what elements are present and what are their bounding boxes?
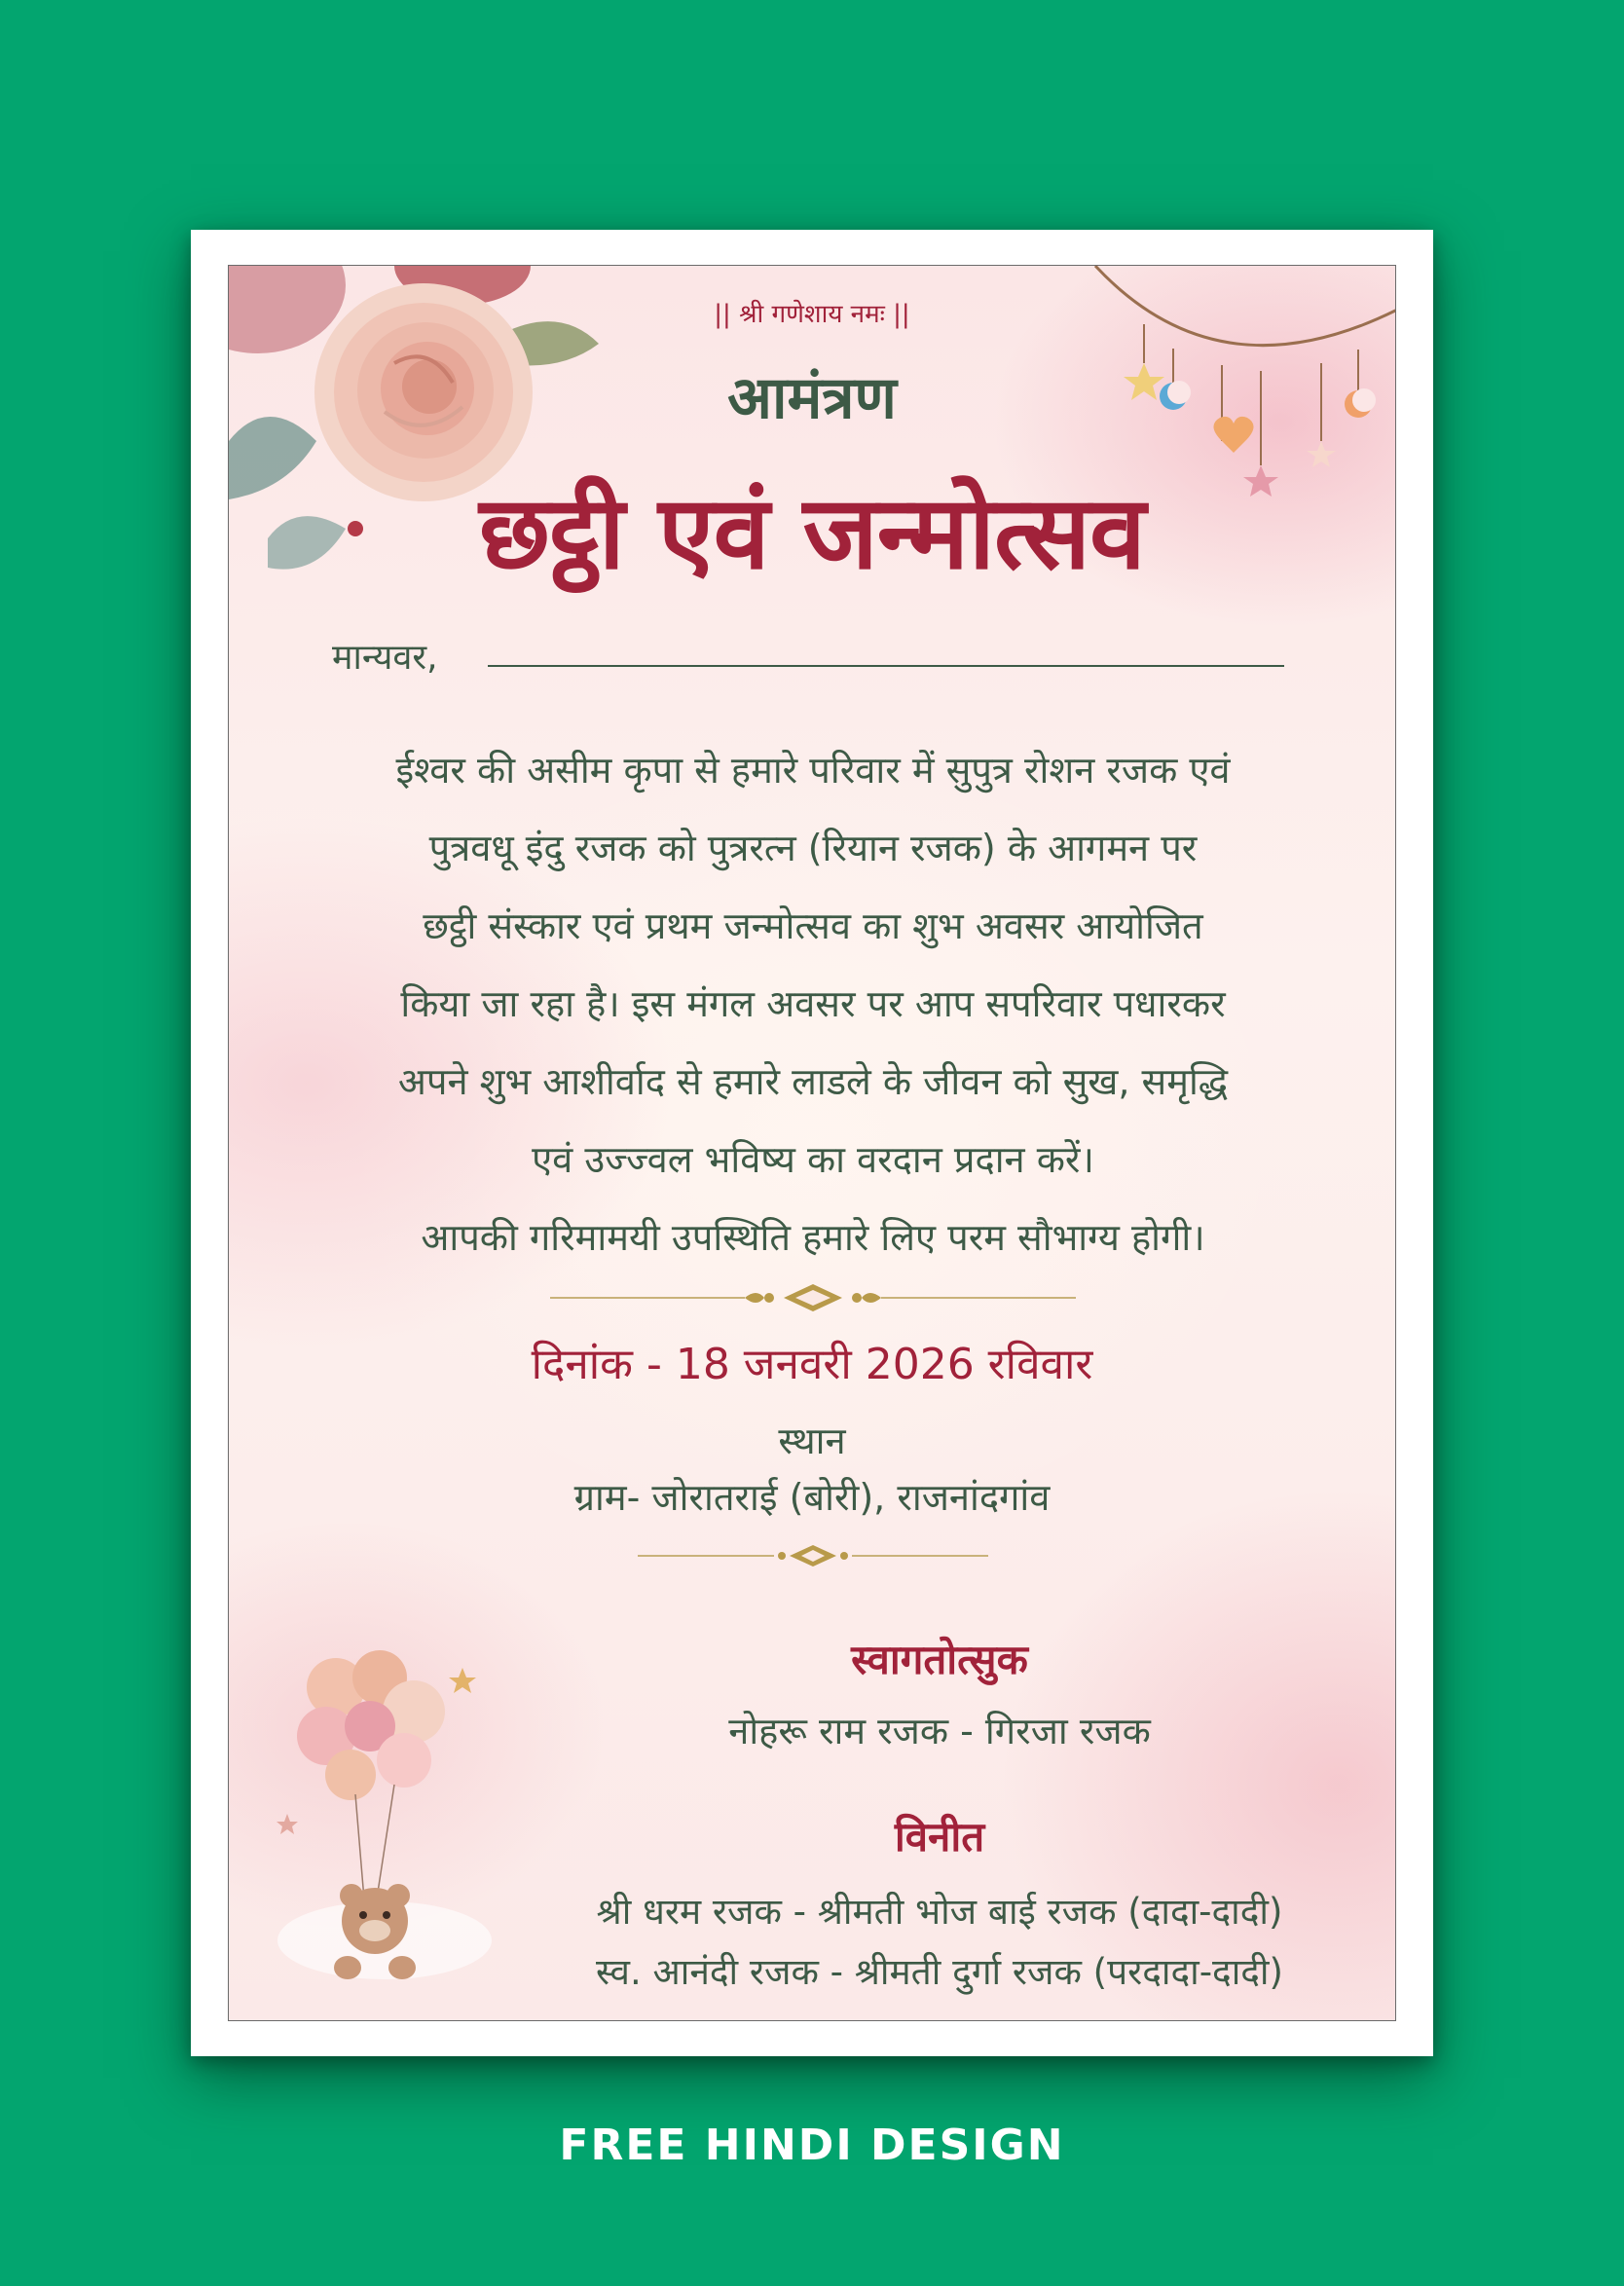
family-line: श्री धरम रजक - श्रीमती भोज बाई रजक (दादा-दादी) <box>596 1891 1283 1933</box>
welcome-names: नोहरू राम रजक - गिरजा रजक <box>728 1710 1151 1752</box>
vineet-heading: विनीत <box>894 1813 985 1861</box>
family-list <box>492 1882 1387 2003</box>
body-line: पुत्रवधू इंदु रजक को पुत्ररत्न (रियान रजक) के आगमन पर <box>428 827 1198 869</box>
footer-label: FREE HINDI DESIGN <box>559 2120 1065 2170</box>
body-line: ईश्वर की असीम कृपा से हमारे परिवार में सुपुत्र रोशन रजक एवं <box>395 749 1231 792</box>
salutation: मान्यवर, <box>332 638 438 678</box>
body-line: एवं उज्ज्वल भविष्य का वरदान प्रदान करें। <box>532 1138 1094 1181</box>
venue-address: ग्राम- जोरातराई (बोरी), राजनांदगांव <box>573 1476 1051 1519</box>
invite-title: आमंत्रण <box>727 364 897 432</box>
event-date: दिनांक - 18 जनवरी 2026 रविवार <box>531 1340 1093 1389</box>
body-line: किया जा रहा है। इस मंगल अवसर पर आप सपरिवार पधारकर <box>400 982 1226 1025</box>
invocation-text: || श्री गणेशाय नमः || <box>714 300 910 329</box>
invitation-card <box>228 265 1396 2021</box>
welcome-heading: स्वागतोत्सुक <box>851 1636 1028 1683</box>
family-line: स्व. आनंदी रजक - श्रीमती दुर्गा रजक (परदादा-दादी) <box>596 1951 1283 1993</box>
main-title: छट्ठी एवं जन्मोत्सव <box>479 473 1145 592</box>
body-line: आपकी गरिमामयी उपस्थिति हमारे लिए परम सौभाग्य होगी। <box>421 1216 1205 1259</box>
ornament-divider-icon <box>550 1278 1076 1317</box>
name-blank-line <box>488 665 1284 667</box>
ornament-divider-icon <box>638 1541 988 1570</box>
teddy-balloons-icon <box>268 1648 521 1999</box>
body-paragraph <box>307 731 1319 1276</box>
venue-label: स्थान <box>778 1420 846 1462</box>
body-line: अपने शुभ आशीर्वाद से हमारे लाडले के जीवन को सुख, समृद्धि <box>397 1060 1229 1103</box>
body-line: छट्ठी संस्कार एवं प्रथम जन्मोत्सव का शुभ अवसर आयोजित <box>423 904 1203 947</box>
